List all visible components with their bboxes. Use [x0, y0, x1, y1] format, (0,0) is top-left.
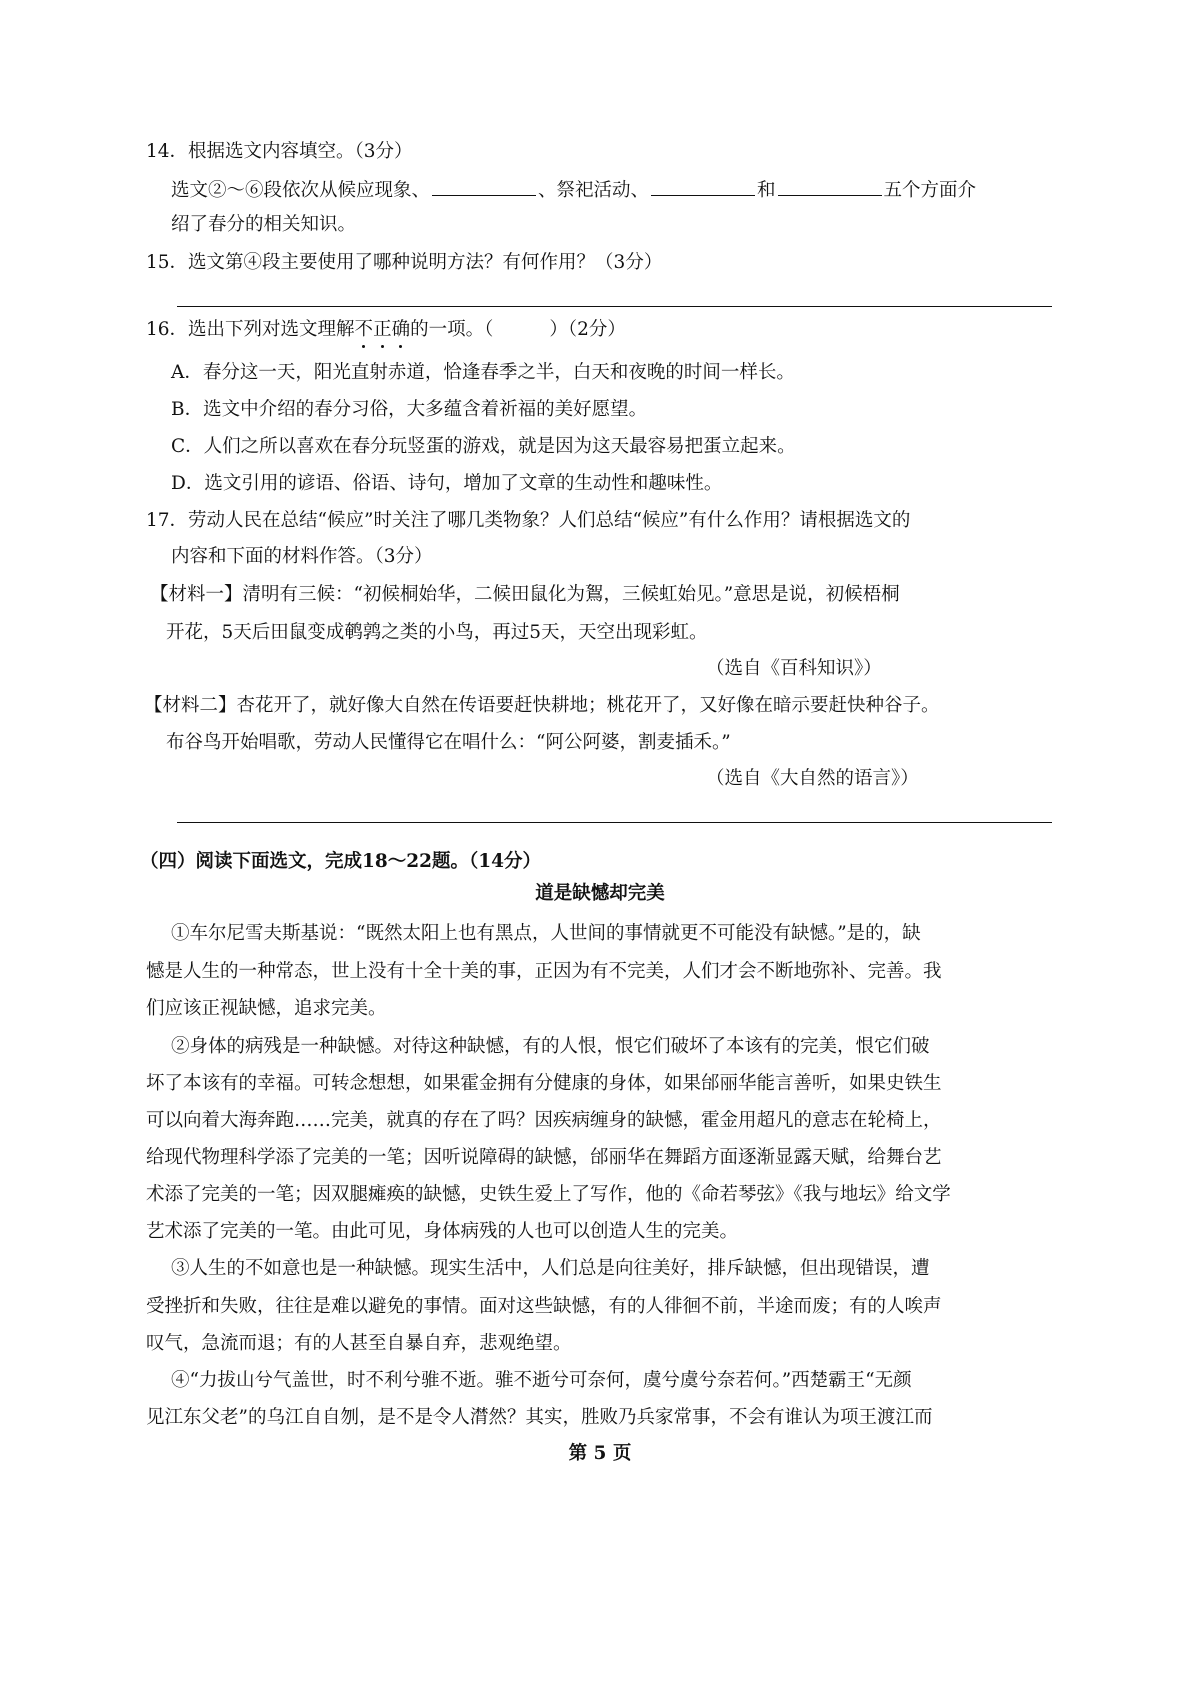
q16-stem	[146, 318, 626, 342]
q16-emphasis-char-1: 不	[354, 319, 374, 340]
q16-stem-a: 16．选出下列对选文理解	[146, 319, 355, 340]
q16-option-b[interactable]: B．选文中介绍的春分习俗，大多蕴含着祈福的美好愿望。	[171, 399, 648, 420]
q14-text-d: 五个方面介	[883, 180, 977, 201]
q16-stem-b: 的一项。（	[410, 319, 494, 340]
q17-material2-line2: 布谷鸟开始唱歌，劳动人民懂得它在唱什么：“阿公阿婆，割麦插禾。”	[166, 732, 731, 753]
p4-line2: 见江东父老”的乌江自自刎，是不是令人潸然？其实，胜败乃兵家常事，不会有谁认为项王渡江而	[146, 1407, 933, 1428]
q17-stem-line1: 17．劳动人民在总结“候应”时关注了哪几类物象？人们总结“候应”有什么作用？请根据选文的	[146, 510, 911, 531]
q17-stem-line2: 内容和下面的材料作答。（3分）	[171, 546, 433, 567]
q14-text-a: 选文②～⑥段依次从候应现象、	[171, 180, 431, 201]
q17-material2-line1: 【材料二】杏花开了，就好像大自然在传语要赶快耕地；桃花开了，又好像在暗示要赶快种谷子。	[144, 695, 940, 716]
q16-emphasis-char-3: 确	[391, 319, 411, 340]
q14-text-c: 和	[757, 180, 776, 201]
q17-answer-line[interactable]	[177, 822, 1052, 823]
q14-fill-line	[171, 177, 976, 203]
article-title: 道是缺憾却完美	[535, 883, 665, 904]
q17-material1-line1: 【材料一】清明有三候：“初候桐始华，二候田鼠化为鴽，三候虹始见。”意思是说，初候梧桐	[150, 584, 900, 605]
q17-material1-line2: 开花，5天后田鼠变成鹌鹑之类的小鸟，再过5天，天空出现彩虹。	[166, 622, 708, 643]
p3-line3: 叹气，急流而退；有的人甚至自暴自弃，悲观绝望。	[146, 1333, 572, 1354]
p2-line5: 术添了完美的一笔；因双腿瘫痪的缺憾，史铁生爱上了写作，他的《命若琴弦》《我与地坛》给文学	[146, 1184, 951, 1205]
q14-blank-1[interactable]	[432, 177, 536, 196]
q15-answer-line[interactable]	[177, 306, 1052, 307]
q16-option-a[interactable]: A．春分这一天，阳光直射赤道，恰逢春季之半，白天和夜晚的时间一样长。	[171, 362, 795, 383]
page-number: 第 5 页	[568, 1443, 632, 1464]
q14-stem: 14．根据选文内容填空。（3分）	[146, 141, 413, 162]
p3-line2: 受挫折和失败，往往是难以避免的事情。面对这些缺憾，有的人徘徊不前，半途而废；有的人唉声	[146, 1296, 942, 1317]
p3-line1: ③人生的不如意也是一种缺憾。现实生活中，人们总是向往美好，排斥缺憾，但出现错误，遭	[171, 1258, 930, 1279]
q16-option-d[interactable]: D．选文引用的谚语、俗语、诗句，增加了文章的生动性和趣味性。	[171, 473, 723, 494]
p2-line4: 给现代物理科学添了完美的一笔；因听说障碍的缺憾，邰丽华在舞蹈方面逐渐显露天赋，给舞台艺	[146, 1147, 942, 1168]
p1-line3: 们应该正视缺憾，追求完美。	[146, 998, 387, 1019]
q14-text-b: 、祭祀活动、	[538, 180, 650, 201]
q16-stem-c: ）（2分）	[549, 319, 626, 340]
p2-line1: ②身体的病残是一种缺憾。对待这种缺憾，有的人恨，恨它们破坏了本该有的完美，恨它们破	[171, 1036, 930, 1057]
q15-stem: 15．选文第④段主要使用了哪种说明方法？有何作用？（3分）	[146, 252, 663, 273]
p2-line6: 艺术添了完美的一笔。由此可见，身体病残的人也可以创造人生的完美。	[146, 1221, 739, 1242]
section-heading: （四）阅读下面选文，完成18～22题。（14分）	[140, 851, 541, 872]
q16-option-c[interactable]: C．人们之所以喜欢在春分玩竖蛋的游戏，就是因为这天最容易把蛋立起来。	[171, 436, 796, 457]
q14-blank-2[interactable]	[651, 177, 755, 196]
p2-line3: 可以向着大海奔跑……完美，就真的存在了吗？因疾病缠身的缺憾，霍金用超凡的意志在轮椅上，	[146, 1110, 942, 1131]
q17-material2-source: （选自《大自然的语言》）	[706, 768, 919, 789]
q17-material1-source: （选自《百科知识》）	[706, 658, 882, 679]
p1-line1: ①车尔尼雪夫斯基说：“既然太阳上也有黑点，人世间的事情就更不可能没有缺憾。”是的，缺	[171, 923, 921, 944]
q14-line2: 绍了春分的相关知识。	[171, 214, 357, 235]
p4-line1: ④“力拔山兮气盖世，时不利兮骓不逝。骓不逝兮可奈何，虞兮虞兮奈若何。”西楚霸王“无颜	[171, 1370, 912, 1391]
p2-line2: 坏了本该有的幸福。可转念想想，如果霍金拥有分健康的身体，如果邰丽华能言善听，如果史铁生	[146, 1073, 942, 1094]
q16-emphasis-char-2: 正	[373, 319, 392, 340]
q14-blank-3[interactable]	[778, 177, 882, 196]
p1-line2: 憾是人生的一种常态，世上没有十全十美的事，正因为有不完美，人们才会不断地弥补、完善。我	[146, 961, 942, 982]
